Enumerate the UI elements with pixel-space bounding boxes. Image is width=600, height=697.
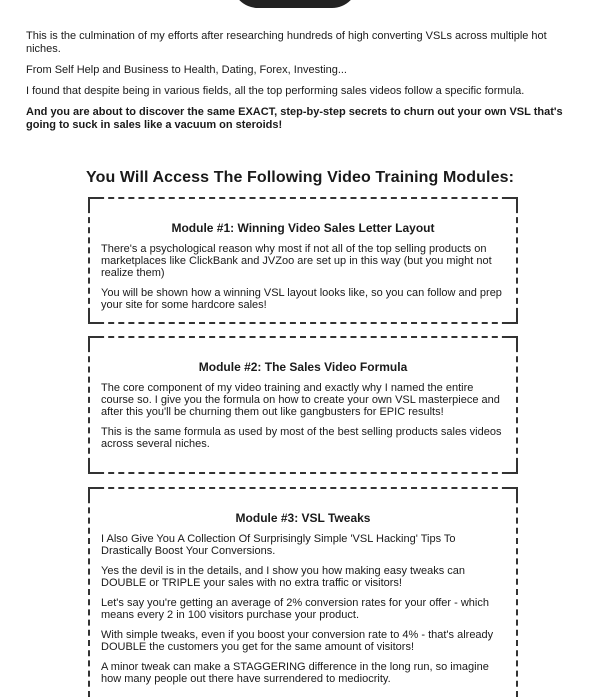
intro-section bbox=[26, 30, 582, 140]
module-paragraph: This is the same formula as used by most of the best selling products sales videos across several niches. bbox=[101, 426, 502, 450]
corner-bracket bbox=[507, 463, 518, 474]
module-3-box bbox=[88, 487, 518, 697]
intro-paragraph: I found that despite being in various fields, all the top performing sales videos follow a specific formula. bbox=[26, 85, 525, 97]
intro-bold-paragraph: And you are about to discover the same EXACT, step-by-step secrets to churn out your own VSL that's going to suck in sales like a vacuum on steroids! bbox=[26, 106, 563, 131]
corner-bracket bbox=[507, 487, 518, 498]
module-title: Module #2: The Sales Video Formula bbox=[198, 360, 408, 374]
corner-bracket bbox=[507, 197, 518, 208]
module-paragraph: You will be shown how a winning VSL layout looks like, so you can follow and prep your site for some hardcore sales! bbox=[101, 287, 502, 311]
corner-bracket bbox=[88, 463, 99, 474]
corner-bracket bbox=[507, 336, 518, 347]
corner-bracket bbox=[88, 487, 99, 498]
corner-bracket bbox=[507, 313, 518, 324]
module-paragraph: Let's say you're getting an average of 2% conversion rates for your offer - which means every 2 in 100 visitors purchase your product. bbox=[101, 597, 489, 621]
module-paragraph: The core component of my video training and exactly why I named the entire course so. I give you the formula on how to create your own VSL masterpiece and after this you'll be churning them out like gangbusters for EPIC results! bbox=[101, 382, 500, 418]
header-graphic bbox=[232, 0, 358, 8]
module-title: Module #3: VSL Tweaks bbox=[235, 511, 371, 525]
module-1-box bbox=[88, 197, 518, 324]
module-paragraph: I Also Give You A Collection Of Surprisingly Simple 'VSL Hacking' Tips To Drastically Boost Your Conversions. bbox=[101, 533, 456, 557]
module-paragraph: There's a psychological reason why most if not all of the top selling products on marketplaces like ClickBank and JVZoo are set up in this way (but you might not realize them) bbox=[101, 243, 492, 279]
corner-bracket bbox=[88, 336, 99, 347]
intro-paragraph: From Self Help and Business to Health, Dating, Forex, Investing... bbox=[26, 64, 347, 76]
corner-bracket bbox=[88, 197, 99, 208]
module-paragraph: With simple tweaks, even if you boost your conversion rate to 4% - that's already DOUBLE the customers you get for the same amount of visitors! bbox=[101, 629, 494, 653]
module-paragraph: A minor tweak can make a STAGGERING difference in the long run, so imagine how many people out there have surrendered to mediocrity. bbox=[101, 661, 489, 685]
modules-heading: You Will Access The Following Video Training Modules: bbox=[85, 169, 514, 186]
module-paragraph: Yes the devil is in the details, and I show you how making easy tweaks can DOUBLE or TRIPLE your sales with no extra traffic or visitors! bbox=[101, 565, 466, 589]
module-title: Module #1: Winning Video Sales Letter Layout bbox=[171, 221, 435, 235]
corner-bracket bbox=[88, 313, 99, 324]
intro-paragraph: This is the culmination of my efforts after researching hundreds of high converting VSLs across multiple hot niches. bbox=[26, 30, 547, 55]
module-2-box bbox=[88, 336, 518, 474]
